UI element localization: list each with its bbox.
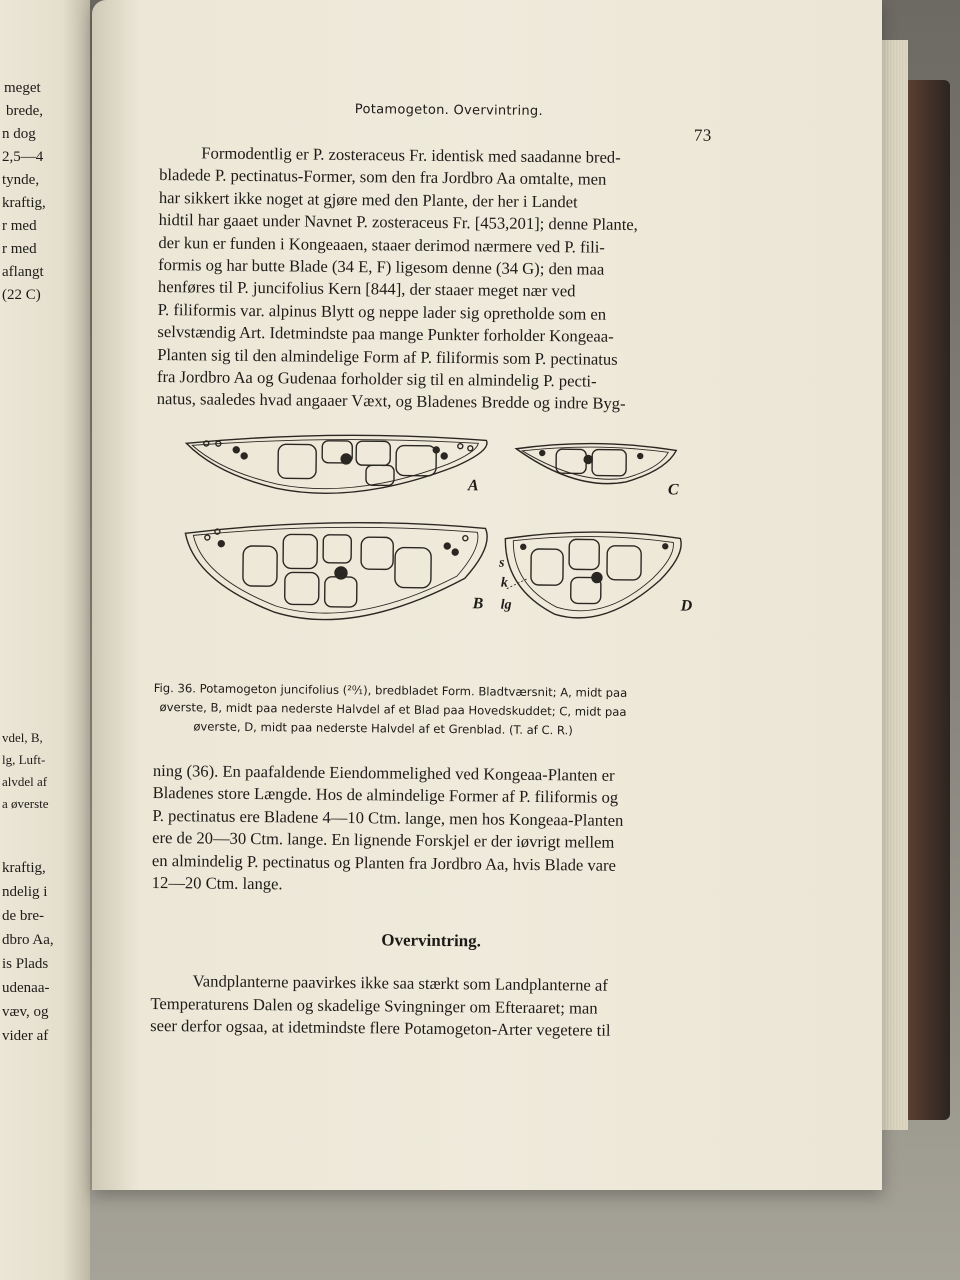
caption-line: øverste, D, midt paa nederste Halvdel af et Grenblad. (T. af C. R.) — [193, 719, 573, 738]
label-lg: lg — [500, 597, 512, 613]
paragraph-1 — [157, 142, 720, 417]
caption-line: Fig. 36. Potamogeton juncifolius (²⁰⁄₁), bredbladet Form. Bladtværsnit; A, midt paa — [153, 680, 628, 700]
left-fragment: 2,5—4 — [2, 149, 44, 165]
section-d — [505, 531, 682, 619]
left-fragment: r med — [2, 241, 37, 257]
text-line: ere de 20—30 Ctm. lange. En lignende Forskjel er der iøvrigt mellem — [152, 828, 615, 852]
text-line: Temperaturens Dalen og skadelige Svingninger om Efteraaret; man — [150, 993, 598, 1018]
left-fragment: n dog — [2, 126, 36, 142]
text-line: Vandplanterne paavirkes ikke saa stærkt som Landplanterne af — [192, 971, 608, 996]
text-line: natus, saaledes hvad angaaer Væxt, og Bladenes Bredde og indre Byg- — [156, 389, 626, 414]
figure-36 — [154, 425, 717, 681]
left-fragment: kraftig, — [2, 860, 46, 876]
leaf-cross-sections — [154, 425, 717, 681]
left-fragment: tynde, — [2, 172, 40, 188]
left-fragment: aflangt — [2, 264, 44, 280]
label-d: D — [680, 597, 693, 615]
page-number: 73 — [693, 125, 712, 145]
section-a — [186, 433, 487, 495]
caption-line: øverste, B, midt paa nederste Halvdel af et Blad paa Hovedskuddet; C, midt paa — [159, 699, 627, 719]
label-c: C — [667, 481, 679, 499]
text-line: Formodentlig er P. zosteraceus Fr. identisk med saadanne bred- — [201, 143, 621, 167]
text-line: P. pectinatus ere Bladene 4—10 Ctm. lange, men hos Kongeaa-Planten — [152, 805, 624, 830]
left-fragment: brede, — [6, 103, 44, 119]
left-fragment: alvdel af — [2, 774, 48, 789]
text-line: formis og har butte Blade (34 E, F) ligesom denne (34 G); den maa — [158, 255, 605, 279]
left-fragment: r med — [2, 218, 37, 234]
figure-caption — [153, 679, 714, 742]
left-fragment: vider af — [2, 1028, 49, 1044]
paragraph-2 — [152, 760, 713, 900]
label-a: A — [467, 477, 479, 495]
left-fragment: is Plads — [2, 956, 49, 972]
left-fragment: ndelig i — [2, 884, 48, 900]
text-line: fra Jordbro Aa og Gudenaa forholder sig til en almindelig P. pecti- — [156, 367, 597, 391]
paragraph-3 — [150, 970, 711, 1043]
text-line: ning (36). En paafaldende Eiendommelighed ved Kongeaa-Planten er — [152, 760, 615, 785]
text-line: selvstændig Art. Idetmindste paa mange Punkter forholder Kongeaa- — [157, 322, 614, 347]
text-line: hidtil har gaaet under Navnet P. zosteraceus Fr. [453,201]; denne Plante, — [158, 210, 638, 235]
left-fragment: udenaa- — [2, 980, 50, 996]
label-b: B — [472, 595, 484, 613]
left-fragment: væv, og — [2, 1004, 49, 1020]
left-fragment: vdel, B, — [2, 730, 43, 745]
running-title: Potamogeton. Overvintring. — [354, 102, 544, 120]
section-c — [516, 443, 676, 485]
running-head — [160, 92, 720, 145]
text-line: Planten sig til den almindelige Form af P. filiformis som P. pectinatus — [157, 344, 618, 369]
text-line: 12—20 Ctm. lange. — [151, 872, 283, 894]
left-fragment: dbro Aa, — [2, 932, 54, 948]
text-line: seer derfor ogsaa, at idetmindste flere Potamogeton-Arter vegetere til — [150, 1016, 611, 1040]
left-fragment: a øverste — [2, 796, 49, 811]
text-line: P. filiformis var. alpinus Blytt og neppe lader sig opretholde som en — [157, 299, 607, 324]
left-fragment: meget — [4, 80, 41, 96]
left-fragment: kraftig, — [2, 195, 46, 211]
label-s: s — [499, 555, 505, 571]
left-fragment: (22 C) — [2, 287, 41, 303]
left-fragment: de bre- — [2, 908, 45, 924]
text-line: en almindelig P. pectinatus og Planten fra Jordbro Aa, hvis Blade vare — [151, 850, 617, 875]
text-line: Bladenes store Længde. Hos de almindelige Former af P. filiformis og — [152, 783, 619, 808]
text-line: der kun er funden i Kongeaaen, staaer derimod nærmere ved P. fili- — [158, 232, 606, 257]
left-fragment: lg, Luft- — [2, 752, 46, 767]
page-content — [150, 92, 720, 1043]
text-line: henføres til P. juncifolius Kern [844], der staaer meget nær ved — [157, 277, 576, 301]
section-heading: Overvintring. — [381, 930, 482, 951]
section-b — [184, 521, 487, 622]
text-line: bladede P. pectinatus-Former, som den fra Jordbro Aa omtalte, men — [159, 165, 607, 190]
left-page — [0, 0, 90, 1280]
label-k: k — [500, 575, 508, 591]
text-line: har sikkert ikke noget at gjøre med den Plante, der her i Landet — [158, 187, 578, 212]
